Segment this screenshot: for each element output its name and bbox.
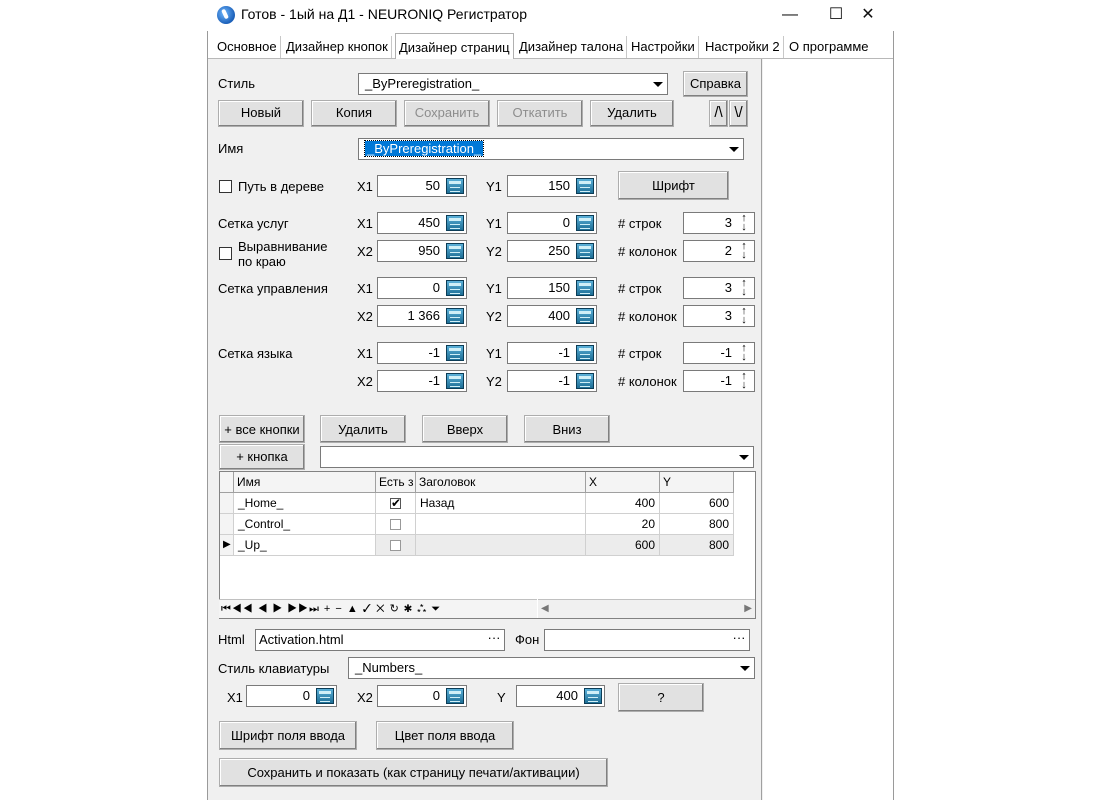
checkbox-icon[interactable] [390,519,401,530]
ellipsis-icon[interactable]: ··· [487,630,501,645]
service-grid-label: Сетка услуг [218,216,289,231]
calculator-icon[interactable] [316,688,334,704]
calculator-icon[interactable] [576,178,594,194]
spin-icon[interactable]: ↑ ↓ [741,305,747,326]
tree-y1-field[interactable] [507,175,597,197]
table-cell-y[interactable]: 600 [660,493,734,514]
language-y2-label: Y2 [486,374,502,389]
row-pointer-icon[interactable]: ▶ [220,535,234,556]
save-button[interactable]: Сохранить [404,100,490,127]
rollback-button[interactable]: Откатить [497,100,583,127]
control-x1-value: 0 [432,280,440,295]
calculator-icon[interactable] [576,373,594,389]
language-x2-value: -1 [428,373,440,388]
language-cols-value: -1 [720,373,732,388]
background-label: Фон [515,632,540,647]
tab-settings[interactable]: Настройки [628,36,699,58]
tree-x1-field[interactable] [377,175,467,197]
control-y1-label: Y1 [486,281,502,296]
align-edge-checkbox[interactable] [219,247,232,260]
help-question-button[interactable]: ? [618,683,704,712]
control-grid-label: Сетка управления [218,281,328,296]
spin-icon[interactable]: ↑ ↓ [741,277,747,298]
keyboard-style-value: _Numbers_ [355,660,423,675]
calculator-icon[interactable] [446,373,464,389]
tab-page-designer[interactable]: Дизайнер страниц [395,33,514,59]
table-cell-y[interactable]: 800 [660,535,734,556]
service-y1-label: Y1 [486,216,502,231]
language-x1-field[interactable] [377,342,467,364]
table-cell-name[interactable]: _Home_ [234,493,376,514]
keyboard-x2-label: X2 [357,690,373,705]
language-y1-field[interactable] [507,342,597,364]
calculator-icon[interactable] [446,688,464,704]
language-y1-label: Y1 [486,346,502,361]
language-y1-value: -1 [558,345,570,360]
table-cell-title[interactable] [416,535,586,556]
tree-x1-label: X1 [357,179,373,194]
tree-x1-value: 50 [425,178,440,193]
calculator-icon[interactable] [576,280,594,296]
keyboard-y-field[interactable] [516,685,605,707]
table-cell-x[interactable]: 20 [586,514,660,535]
service-x1-value: 450 [418,215,440,230]
control-y2-field[interactable] [507,305,597,327]
table-cell-title[interactable]: Назад [416,493,586,514]
minimize-button[interactable]: — [782,6,798,23]
calculator-icon[interactable] [576,308,594,324]
control-rows-spinner[interactable] [683,277,755,299]
language-x2-field[interactable] [377,370,467,392]
language-cols-label: # колонок [618,374,677,389]
table-cell-x[interactable]: 400 [586,493,660,514]
window-title: Готов - 1ый на Д1 - NEURONIQ Регистратор [241,6,527,22]
name-label: Имя [218,141,244,156]
table-cell-has-title[interactable] [376,535,416,556]
dropdown-arrow-icon[interactable] [735,448,752,466]
table-cell-name[interactable]: _Up_ [234,535,376,556]
html-field-value: Activation.html [259,632,344,647]
keyboard-x1-label: X1 [227,690,243,705]
tree-path-checkbox[interactable] [219,180,232,193]
calculator-icon[interactable] [576,215,594,231]
app-icon [217,6,235,24]
language-rows-spinner[interactable] [683,342,755,364]
service-y2-label: Y2 [486,244,502,259]
control-cols-spinner[interactable] [683,305,755,327]
spin-icon[interactable]: ↑ ↓ [741,212,747,233]
checkbox-icon[interactable] [390,540,401,551]
tab-ticket-designer[interactable]: Дизайнер талона [516,36,627,58]
service-y2-field[interactable] [507,240,597,262]
move-up-button[interactable]: /\ [709,100,728,127]
column-header-x[interactable]: X [586,472,660,493]
add-button-button[interactable]: + кнопка [219,444,305,470]
tree-y1-label: Y1 [486,179,502,194]
align-edge-label: Выравнивание по краю [238,239,328,269]
keyboard-x1-value: 0 [302,688,310,703]
row-indicator[interactable] [220,493,234,514]
checkbox-icon[interactable]: ✔ [391,496,402,510]
keyboard-style-select[interactable] [348,657,755,679]
service-cols-spinner[interactable] [683,240,755,262]
control-x1-field[interactable] [377,277,467,299]
column-header-title[interactable]: Заголовок [416,472,586,493]
input-color-button[interactable]: Цвет поля ввода [376,721,514,750]
calculator-icon[interactable] [446,308,464,324]
dropdown-arrow-icon[interactable] [725,140,742,158]
language-grid-label: Сетка языка [218,346,293,361]
service-x2-value: 950 [418,243,440,258]
add-all-buttons-button[interactable]: + все кнопки [219,415,305,443]
calculator-icon[interactable] [446,178,464,194]
language-y2-value: -1 [558,373,570,388]
column-header-name[interactable]: Имя [234,472,376,493]
spin-icon[interactable]: ↑ ↓ [741,370,747,391]
calculator-icon[interactable] [446,215,464,231]
keyboard-y-label: Y [497,690,506,705]
control-y2-label: Y2 [486,309,502,324]
language-x1-label: X1 [357,346,373,361]
table-cell-title[interactable] [416,514,586,535]
language-cols-spinner[interactable] [683,370,755,392]
keyboard-y-value: 400 [556,688,578,703]
dropdown-arrow-icon[interactable] [736,659,753,677]
column-header-has-title[interactable]: Есть з [376,472,416,493]
service-x1-label: X1 [357,216,373,231]
save-and-show-button[interactable]: Сохранить и показать (как страницу печати/активации) [219,758,608,787]
language-rows-label: # строк [618,346,662,361]
html-field[interactable] [255,629,505,651]
ellipsis-icon[interactable]: ··· [732,630,746,645]
service-rows-value: 3 [724,215,732,230]
service-y1-field[interactable] [507,212,597,234]
control-x1-label: X1 [357,281,373,296]
scroll-right-icon[interactable]: ▶ [744,603,752,614]
service-x2-label: X2 [357,244,373,259]
service-cols-value: 2 [724,243,732,258]
service-cols-label: # колонок [618,244,677,259]
spin-icon[interactable]: ↑ ↓ [741,342,747,363]
control-x2-field[interactable] [377,305,467,327]
background-field[interactable] [544,629,750,651]
right-pane [763,59,893,800]
name-select[interactable] [358,138,744,160]
delete-button-button[interactable]: Удалить [320,415,406,443]
service-y2-value: 250 [548,243,570,258]
language-y2-field[interactable] [507,370,597,392]
language-x2-label: X2 [357,374,373,389]
tab-about[interactable]: О программе [789,39,869,54]
control-y1-value: 150 [548,280,570,295]
move-button-down-button[interactable]: Вниз [524,415,610,443]
keyboard-x2-field[interactable] [377,685,467,707]
service-x2-field[interactable] [377,240,467,262]
name-select-value: _ByPreregistration_ [367,141,482,156]
input-font-button[interactable]: Шрифт поля ввода [219,721,357,750]
service-x1-field[interactable] [377,212,467,234]
language-rows-value: -1 [720,345,732,360]
style-select[interactable] [358,73,668,95]
calculator-icon[interactable] [576,243,594,259]
calculator-icon[interactable] [576,345,594,361]
control-rows-value: 3 [724,280,732,295]
dropdown-arrow-icon[interactable] [649,75,666,93]
language-x1-value: -1 [428,345,440,360]
calculator-icon[interactable] [446,280,464,296]
maximize-button[interactable]: ☐ [828,6,844,23]
service-rows-spinner[interactable] [683,212,755,234]
table-cell-has-title[interactable] [376,493,416,514]
service-rows-label: # строк [618,216,662,231]
service-y1-value: 0 [562,215,570,230]
table-navigator[interactable]: ⏮◀◀ ◀ ▶ ▶▶⏭ + − ▲ ✓ ✕ ↻ ✱ ⁂ ⏷ [219,599,537,618]
button-select[interactable] [320,446,754,468]
table-cell-name[interactable]: _Control_ [234,514,376,535]
font-button[interactable]: Шрифт [618,171,729,200]
style-label: Стиль [218,76,255,91]
control-y2-value: 400 [548,308,570,323]
tab-main[interactable]: Основное [214,36,281,58]
move-button-up-button[interactable]: Вверх [422,415,508,443]
delete-style-button[interactable]: Удалить [590,100,674,127]
tree-path-label: Путь в дереве [238,179,324,194]
copy-button[interactable]: Копия [311,100,397,127]
control-x2-label: X2 [357,309,373,324]
table-corner [220,472,234,493]
calculator-icon[interactable] [446,345,464,361]
calculator-icon[interactable] [584,688,602,704]
html-label: Html [218,632,245,647]
control-cols-label: # колонок [618,309,677,324]
column-header-y[interactable]: Y [660,472,734,493]
control-cols-value: 3 [724,308,732,323]
spin-icon[interactable]: ↑ ↓ [741,240,747,261]
control-rows-label: # строк [618,281,662,296]
close-button[interactable]: ✕ [861,6,875,23]
keyboard-x1-field[interactable] [246,685,337,707]
table-cell-has-title[interactable] [376,514,416,535]
tab-settings-2[interactable]: Настройки 2 [702,36,784,58]
calculator-icon[interactable] [446,243,464,259]
new-button[interactable]: Новый [218,100,304,127]
tab-button-designer[interactable]: Дизайнер кнопок [283,36,392,58]
move-down-button[interactable]: \/ [729,100,748,127]
table-cell-y[interactable]: 800 [660,514,734,535]
table-cell-x[interactable]: 600 [586,535,660,556]
style-select-value: _ByPreregistration_ [365,76,480,91]
horizontal-scrollbar[interactable] [538,599,755,618]
help-button[interactable]: Справка [683,71,748,97]
tree-y1-value: 150 [548,178,570,193]
control-y1-field[interactable] [507,277,597,299]
keyboard-x2-value: 0 [432,688,440,703]
control-x2-value: 1 366 [407,308,440,323]
keyboard-style-label: Стиль клавиатуры [218,661,330,676]
row-indicator[interactable] [220,514,234,535]
scroll-left-icon[interactable]: ◀ [541,603,549,614]
